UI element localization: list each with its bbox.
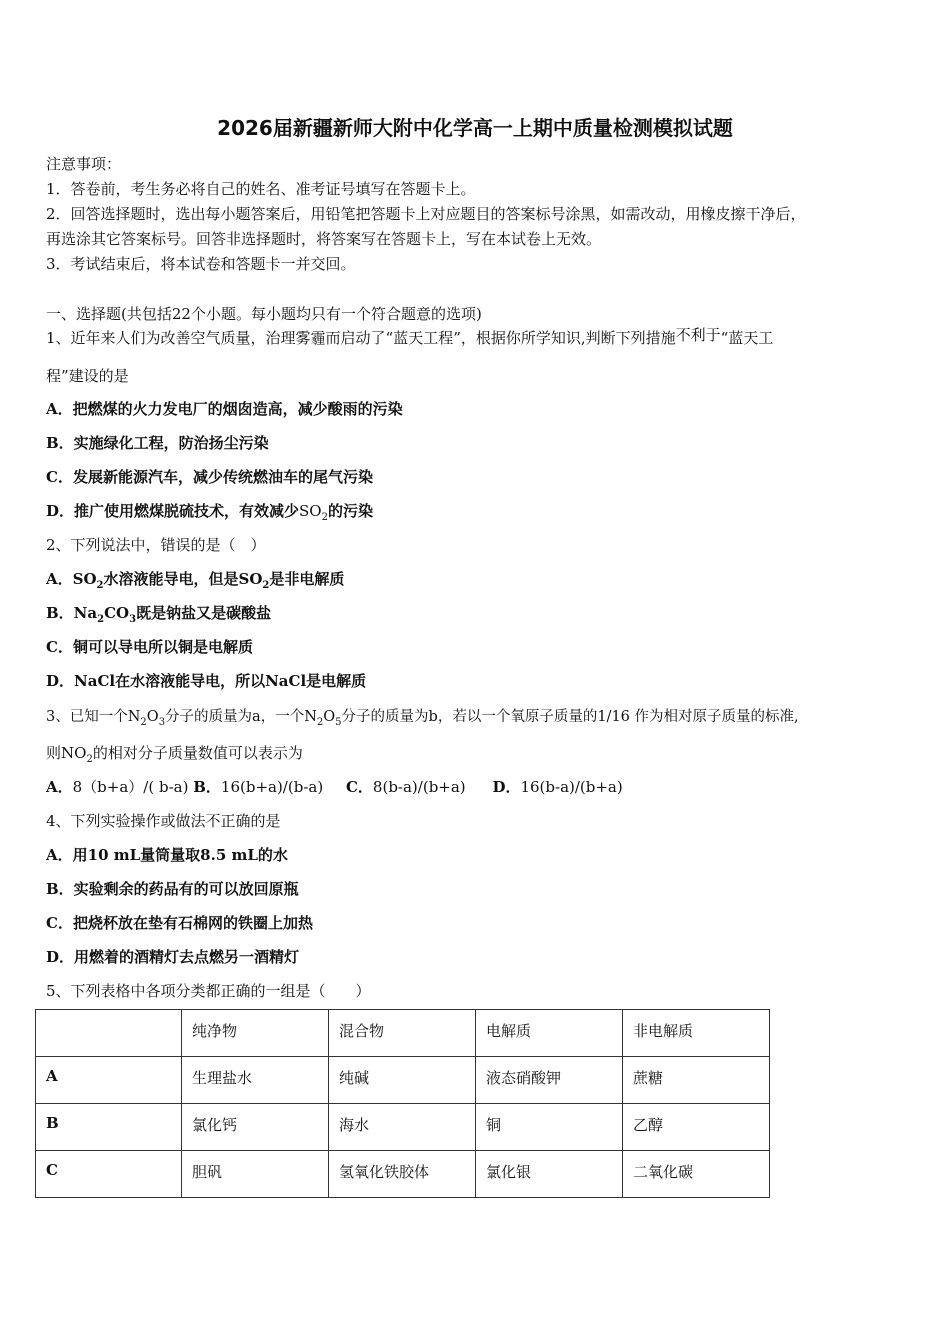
question-3-stem-cont: 则$NO_2$的相对分子质量数值可以表示为	[46, 744, 303, 765]
notes-heading: 注意事项：	[46, 155, 122, 173]
notes-item: 1．答卷前，考生务必将自己的姓名、准考证号填写在答题卡上。	[46, 180, 476, 198]
table-cell: A	[36, 1057, 182, 1104]
table-cell: 胆矾	[182, 1151, 329, 1198]
table-cell: B	[36, 1104, 182, 1151]
option-b: B．	[193, 778, 221, 796]
question-3-stem: 3、已知一个$N_2O_3$分子的质量为a，一个$N_2O_5$分子的质量为b，若以一个氧原子质量的1/16 作为相对原子质量的标准,	[46, 709, 799, 728]
table-cell: 铜	[476, 1104, 623, 1151]
notes-item: 2．回答选择题时，选出每小题答案后，用铅笔把答题卡上对应题目的答案标号涂黑，如需改动，用橡皮擦干净后，	[46, 205, 806, 223]
option-d: D．用燃着的酒精灯去点燃另一酒精灯	[46, 948, 300, 966]
table-row	[36, 1151, 770, 1198]
table-cell: 海水	[329, 1104, 476, 1151]
table-row	[36, 1104, 770, 1151]
table-header: 纯净物	[182, 1010, 329, 1057]
option-b: B．实验剩余的药品有的可以放回原瓶	[46, 880, 299, 898]
option-a: A．把燃煤的火力发电厂的烟囱造高，减少酸雨的污染	[46, 400, 403, 418]
option-b: B．$Na_2CO_3$既是钠盐又是碳酸盐	[46, 604, 272, 625]
page-title: 2026届新疆新师大附中化学高一上期中质量检测模拟试题	[217, 116, 733, 140]
table-cell: 二氧化碳	[623, 1151, 770, 1198]
table-cell: 纯碱	[329, 1057, 476, 1104]
question-1-stem-cont: 程”建设的是	[46, 367, 129, 385]
table-cell: 液态硝酸钾	[476, 1057, 623, 1104]
table-cell: 氯化银	[476, 1151, 623, 1198]
table-header: 混合物	[329, 1010, 476, 1057]
table-cell	[36, 1010, 182, 1057]
notes-item: 再选涂其它答案标号。回答非选择题时，将答案写在答题卡上，写在本试卷上无效。	[46, 230, 602, 248]
option-c: C．铜可以导电所以铜是电解质	[46, 638, 253, 656]
option-a: A．	[46, 778, 73, 796]
question-4-stem: 4、下列实验操作或做法不正确的是	[46, 812, 281, 830]
table-header: 非电解质	[623, 1010, 770, 1057]
table-row	[36, 1010, 770, 1057]
classification-table	[35, 1009, 770, 1198]
question-5-stem: 5、下列表格中各项分类都正确的一组是（ ）	[46, 982, 371, 1000]
option-b: B．实施绿化工程，防治扬尘污染	[46, 434, 269, 452]
option-c: C．发展新能源汽车，减少传统燃油车的尾气污染	[46, 468, 373, 486]
table-cell: 生理盐水	[182, 1057, 329, 1104]
option-a: A．用10 mL量筒量取8.5 mL的水	[46, 846, 288, 864]
table-cell: C	[36, 1151, 182, 1198]
section-heading: 一、选择题(共包括22个小题。每小题均只有一个符合题意的选项)	[46, 305, 482, 323]
table-header: 电解质	[476, 1010, 623, 1057]
question-1-stem: 1、近年来人们为改善空气质量，治理雾霾而启动了“蓝天工程”，根据你所学知识,判断下列措施不利于“蓝天工	[46, 326, 774, 347]
option-d: D．	[492, 778, 521, 796]
notes-item: 3．考试结束后，将本试卷和答题卡一并交回。	[46, 255, 356, 273]
option-d: D．NaCl在水溶液能导电，所以NaCl是电解质	[46, 672, 367, 690]
table-cell: 蔗糖	[623, 1057, 770, 1104]
option-a: A．$SO_2$水溶液能导电，但是$SO_2$是非电解质	[46, 570, 345, 591]
table-cell: 氯化钙	[182, 1104, 329, 1151]
table-cell: 氢氧化铁胶体	[329, 1151, 476, 1198]
option-c: C．	[345, 778, 373, 796]
table-row	[36, 1057, 770, 1104]
question-2-stem: 2、下列说法中，错误的是（ ）	[46, 536, 266, 554]
table-cell: 乙醇	[623, 1104, 770, 1151]
option-d: D．推广使用燃煤脱硫技术，有效减少$SO_2$的污染	[46, 502, 373, 523]
question-3-options: A．8（b+a）/( b-a) B．16(b+a)/(b-a) C．8(b-a)/(b+a) D．16(b-a)/(b+a)	[46, 778, 623, 796]
option-c: C．把烧杯放在垫有石棉网的铁圈上加热	[46, 914, 313, 932]
